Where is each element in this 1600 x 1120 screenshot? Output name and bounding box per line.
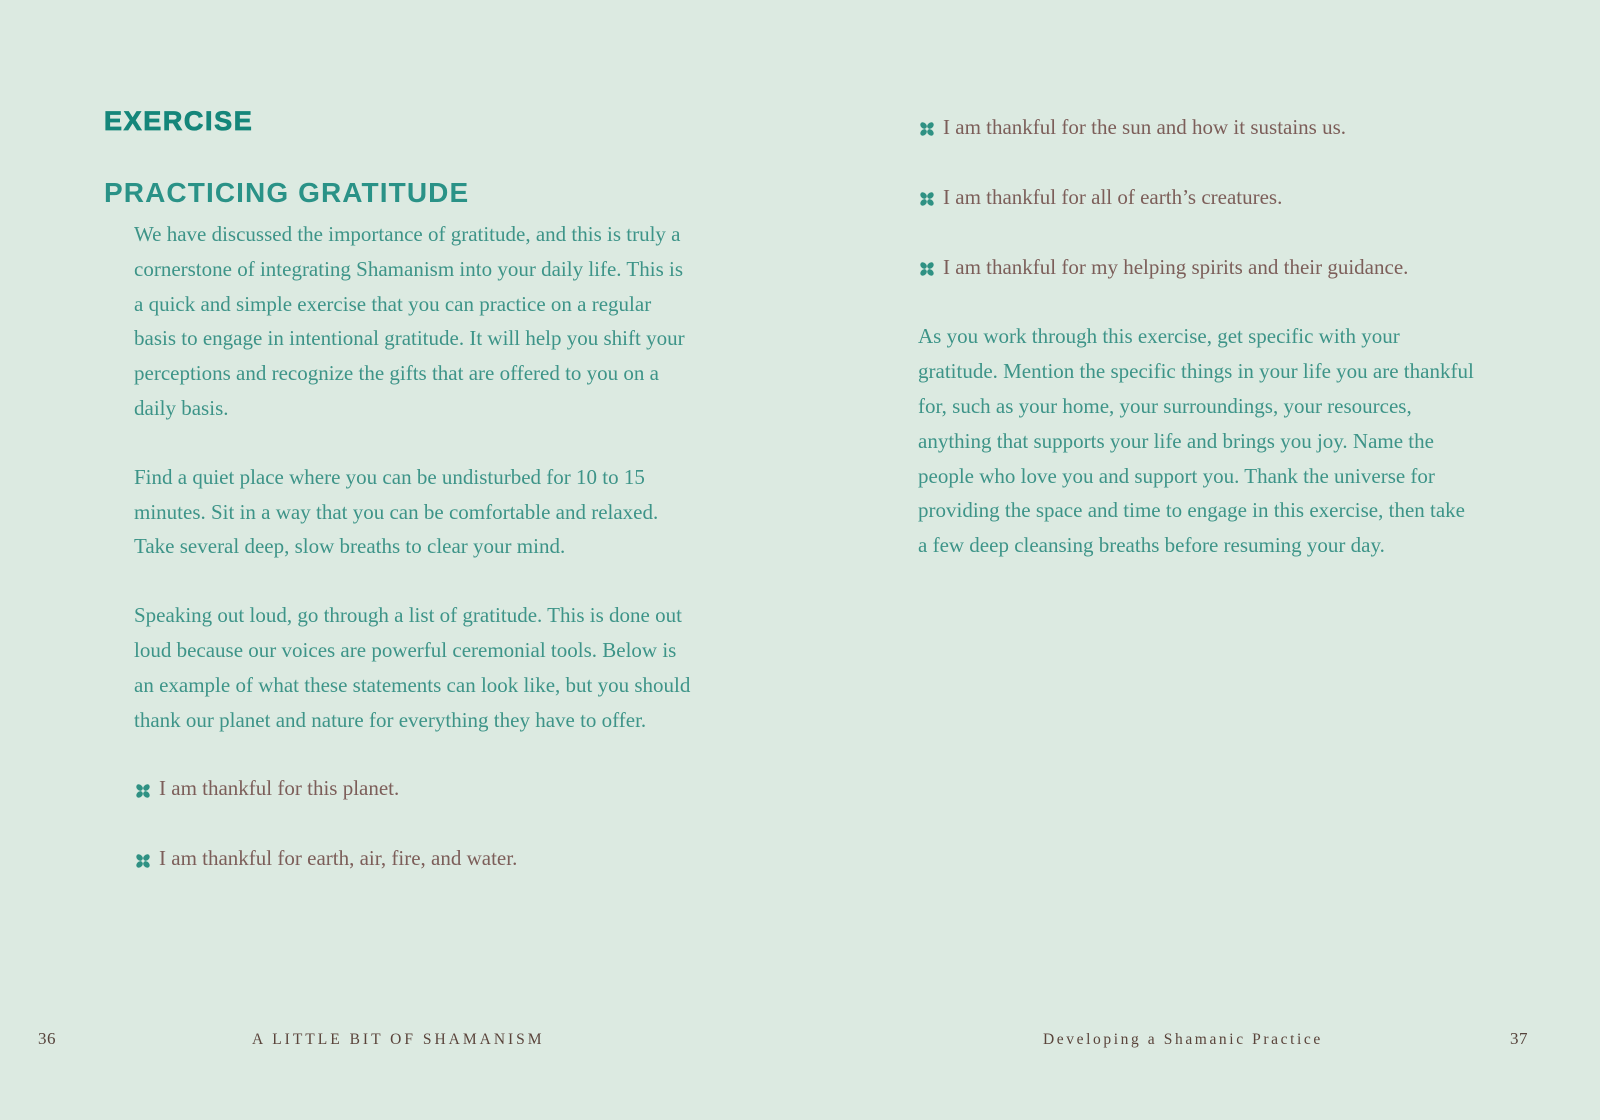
running-footer-chapter-title: Developing a Shamanic Practice	[1043, 1031, 1323, 1048]
flower-ornament-icon	[918, 120, 936, 138]
body-paragraph: Speaking out loud, go through a list of gratitude. This is done out loud because our voices are powerful ceremonial tools. Below is an example of what these statements can look like, but you should thank our planet and nature for everything they have to offer.	[134, 603, 691, 732]
gratitude-statement: I am thankful for my helping spirits and their guidance.	[943, 254, 1409, 279]
gratitude-list-item	[134, 771, 694, 806]
gratitude-statement: I am thankful for this planet.	[159, 776, 400, 801]
page-number-left: 36	[38, 1029, 56, 1048]
body-paragraph: As you work through this exercise, get specific with your gratitude. Mention the specific things in your life you are thankful for, such as your home, your surroundings, your resources, anything that supports your life and brings you joy. Name the people who love you and support you. Thank the universe for providing the space and time to engage in this exercise, then take a few deep cleansing breaths before resuming your day.	[918, 324, 1474, 558]
flower-ornament-icon	[918, 260, 936, 278]
gratitude-list-item	[918, 250, 1478, 285]
gratitude-statement: I am thankful for all of earth’s creatures.	[943, 184, 1283, 209]
flower-ornament-icon	[134, 782, 152, 800]
flower-ornament-icon	[918, 190, 936, 208]
gratitude-statement: I am thankful for the sun and how it sustains us.	[943, 115, 1347, 139]
page-number-right: 37	[1510, 1029, 1528, 1048]
body-paragraph: We have discussed the importance of gratitude, and this is truly a cornerstone of integrating Shamanism into your daily life. This is a quick and simple exercise that you can practice on a regular basis to engage in intentional gratitude. It will help you shift your perceptions and recognize the gifts that are offered to you on a daily basis.	[134, 222, 685, 420]
exercise-kicker: EXERCISE	[104, 106, 254, 136]
gratitude-list-item	[918, 180, 1478, 215]
gratitude-list-item	[134, 841, 694, 876]
left-text-column	[134, 217, 694, 911]
right-text-column	[918, 110, 1478, 597]
running-footer-book-title: A LITTLE BIT OF SHAMANISM	[252, 1031, 545, 1048]
page-right	[800, 0, 1600, 1120]
section-heading: PRACTICING GRATITUDE	[104, 177, 470, 208]
gratitude-list-item	[918, 110, 1478, 145]
gratitude-statement: I am thankful for earth, air, fire, and water.	[159, 846, 518, 871]
flower-ornament-icon	[134, 852, 152, 870]
body-paragraph: Find a quiet place where you can be undisturbed for 10 to 15 minutes. Sit in a way that you can be comfortable and relaxed. Take several deep, slow breaths to clear your mind.	[134, 464, 659, 559]
